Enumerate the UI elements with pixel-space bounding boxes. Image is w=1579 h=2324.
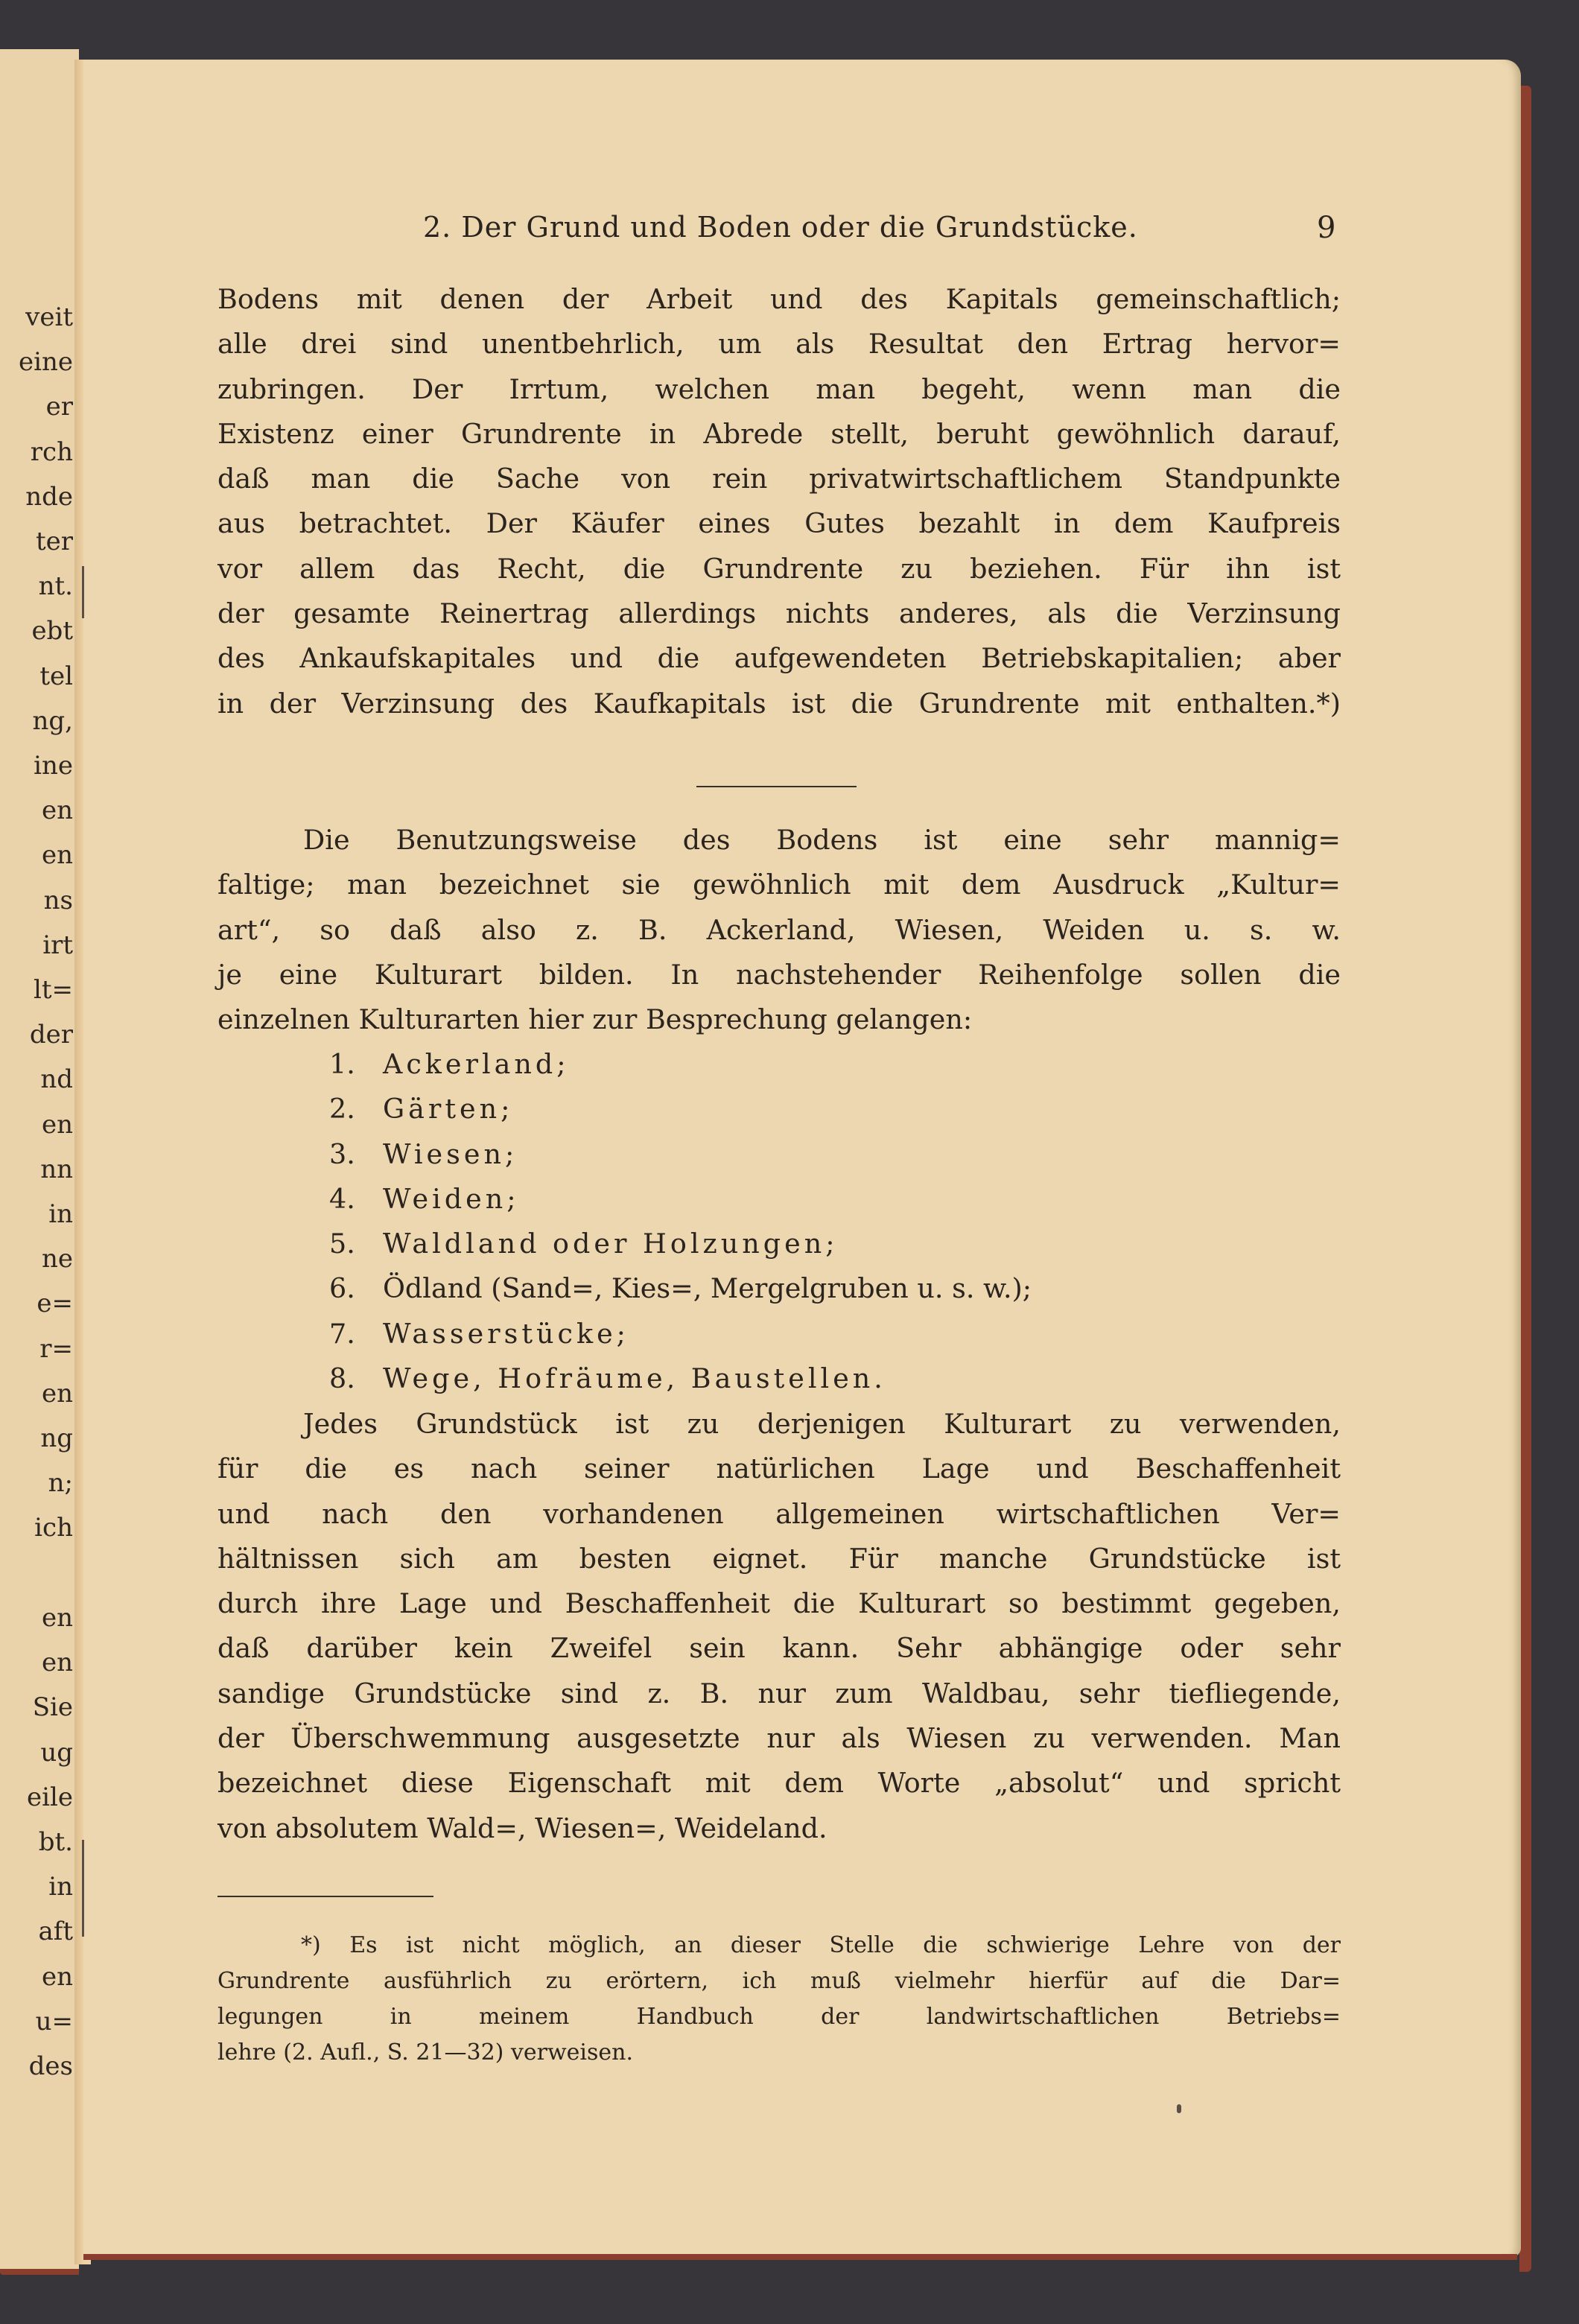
text-line: der gesamte Reinertrag allerdings nichts anderes, als die Verzinsung: [217, 597, 1341, 630]
running-title: 2. Der Grund und Boden oder die Grundstücke.: [423, 211, 1138, 244]
left-page-fragment: in: [48, 1199, 73, 1230]
left-page-fragment: eine: [18, 347, 73, 378]
list-number: 5.: [329, 1228, 355, 1260]
list-item: [329, 1042, 1032, 1087]
left-page-fragment: en: [41, 796, 73, 826]
left-page-fragment: n;: [48, 1468, 73, 1499]
list-item: [329, 1087, 1032, 1131]
text-line: daß darüber kein Zweifel sein kann. Sehr abhängige oder sehr: [217, 1632, 1341, 1665]
left-page-mark: [82, 566, 84, 618]
text-line: des Ankaufskapitales und die aufgewendeten Betriebskapitalien; aber: [217, 642, 1341, 675]
list-text: Gärten;: [383, 1093, 514, 1126]
text-line: in der Verzinsung des Kaufkapitals ist die Grundrente mit enthalten.*): [217, 687, 1341, 720]
text-line: und nach den vorhandenen allgemeinen wirtschaftlichen Ver=: [217, 1497, 1341, 1530]
footnote-line: legungen in meinem Handbuch der landwirtschaftlichen Betriebs=: [217, 2004, 1341, 2030]
text-line: daß man die Sache von rein privatwirtschaftlichem Standpunkte: [217, 463, 1341, 495]
text-line: faltige; man bezeichnet sie gewöhnlich mit dem Ausdruck „Kultur=: [217, 869, 1341, 901]
left-page-fragment: ine: [34, 751, 73, 781]
list-item: [329, 1132, 1032, 1177]
text-line: je eine Kulturart bilden. In nachstehender Reihenfolge sollen die: [217, 958, 1341, 991]
list-text: Ackerland;: [383, 1048, 570, 1080]
footnote: [217, 1928, 1341, 2071]
paragraph-1: [217, 277, 1341, 726]
paper-speck: [1177, 2104, 1181, 2113]
left-page-fragment: en: [41, 1961, 73, 1992]
list-number: 6.: [329, 1272, 355, 1305]
left-page-fragment: nde: [25, 481, 73, 512]
list-item: [329, 1356, 1032, 1401]
text-line: der Überschwemmung ausgesetzte nur als Wiesen zu verwenden. Man: [217, 1722, 1341, 1755]
list-text: Waldland oder Holzungen;: [383, 1228, 839, 1260]
footnote-line: Grundrente ausführlich zu erörtern, ich muß vielmehr hierfür auf die Dar=: [217, 1968, 1341, 1994]
text-line: einzelnen Kulturarten hier zur Besprechung gelangen:: [217, 1003, 973, 1036]
left-page-fragment: irt: [42, 930, 73, 960]
list-number: 7.: [329, 1317, 355, 1350]
paragraph-3: [217, 1402, 1341, 1851]
section-separator: [696, 786, 857, 787]
left-page-fragment: eile: [27, 1782, 73, 1812]
left-page-fragment: ns: [43, 885, 73, 915]
left-page-fragment: lt=: [33, 975, 73, 1006]
left-page-fragment: ug: [40, 1737, 73, 1768]
left-page-fragment: en: [41, 1648, 73, 1678]
book-cover-edge: [1519, 86, 1531, 2272]
list-number: 4.: [329, 1182, 355, 1215]
list-item: [329, 1312, 1032, 1356]
left-page-fragment: nn: [40, 1154, 73, 1184]
list-text: Wiesen;: [383, 1137, 518, 1170]
left-page-fragment: en: [41, 1602, 73, 1633]
left-page-fragment: der: [29, 1020, 73, 1050]
text-line: zubringen. Der Irrtum, welchen man begeht, wenn man die: [217, 372, 1341, 405]
text-line: für die es nach seiner natürlichen Lage und Beschaffenheit: [217, 1452, 1341, 1485]
paragraph-2: [217, 818, 1341, 1042]
text-line: sandige Grundstücke sind z. B. nur zum Waldbau, sehr tiefliegende,: [217, 1677, 1341, 1709]
left-page-fragment: des: [28, 2051, 73, 2081]
text-line: bezeichnet diese Eigenschaft mit dem Worte „absolut“ und spricht: [217, 1767, 1341, 1800]
left-page-fragment: bt.: [38, 1826, 73, 1857]
text-line: Jedes Grundstück ist zu derjenigen Kulturart zu verwenden,: [303, 1408, 1341, 1440]
left-page-fragment: ter: [35, 527, 73, 557]
list-text: Ödland (Sand=, Kies=, Mergelgruben u. s. w.);: [383, 1272, 1032, 1305]
text-line: aus betrachtet. Der Käufer eines Gutes bezahlt in dem Kaufpreis: [217, 507, 1341, 540]
kulturarten-list: [329, 1042, 1032, 1401]
text-line: art“, so daß also z. B. Ackerland, Wiesen, Weiden u. s. w.: [217, 913, 1341, 946]
left-page-mark: [82, 1840, 84, 1937]
left-page-fragment: e=: [36, 1289, 73, 1319]
footnote-line: *) Es ist nicht möglich, an dieser Stelle die schwierige Lehre von der: [301, 1932, 1341, 1958]
left-page-fragment: en: [41, 1109, 73, 1140]
left-page-fragment: nd: [40, 1064, 73, 1095]
left-page-fragment: ng,: [32, 705, 73, 736]
page-number: 9: [1317, 211, 1336, 245]
text-line: Bodens mit denen der Arbeit und des Kapitals gemeinschaftlich;: [217, 283, 1341, 315]
left-page-fragment: in: [48, 1872, 73, 1902]
left-page-fragment: en: [41, 840, 73, 871]
list-item: [329, 1266, 1032, 1311]
left-page-fragment: tel: [39, 661, 73, 691]
book-cover-bottom-edge: [83, 2254, 1517, 2260]
left-page-fragment: er: [45, 392, 73, 422]
left-page-fragment: ebt: [31, 616, 73, 647]
text-line: Existenz einer Grundrente in Abrede stellt, beruht gewöhnlich darauf,: [217, 417, 1341, 450]
left-page-fragment: en: [41, 1378, 73, 1409]
list-text: Wege, Hofräume, Baustellen.: [383, 1362, 886, 1395]
text-line: von absolutem Wald=, Wiesen=, Weideland.: [217, 1812, 827, 1844]
left-page-fragment: u=: [35, 2006, 73, 2036]
list-text: Wasserstücke;: [383, 1317, 629, 1350]
list-number: 2.: [329, 1093, 355, 1126]
left-page-fragment: [19, 1551, 73, 1596]
left-page-fragment: rch: [30, 436, 73, 467]
list-item: [329, 1222, 1032, 1266]
text-line: alle drei sind unentbehrlich, um als Resultat den Ertrag hervor=: [217, 328, 1341, 361]
left-page-fragment: ng: [40, 1423, 73, 1454]
footnote-rule: [217, 1896, 433, 1897]
list-number: 8.: [329, 1362, 355, 1395]
text-line: Die Benutzungsweise des Bodens ist eine sehr mannig=: [303, 824, 1341, 856]
left-page-fragment: aft: [38, 1917, 73, 1947]
left-page-fragment: ne: [41, 1244, 73, 1274]
list-text: Weiden;: [383, 1182, 520, 1215]
text-line: durch ihre Lage und Beschaffenheit die Kulturart so bestimmt gegeben,: [217, 1587, 1341, 1620]
text-line: vor allem das Recht, die Grundrente zu beziehen. Für ihn ist: [217, 552, 1341, 585]
left-page-edge: [0, 49, 79, 2275]
left-page-fragment: Sie: [32, 1692, 73, 1723]
left-page-fragment: ich: [34, 1513, 73, 1543]
footnote-line: lehre (2. Aufl., S. 21—32) verweisen.: [217, 2039, 633, 2066]
left-page-fragment: nt.: [38, 571, 73, 602]
left-page-fragments: [19, 295, 73, 2089]
list-number: 1.: [329, 1048, 355, 1080]
text-line: hältnissen sich am besten eignet. Für manche Grundstücke ist: [217, 1542, 1341, 1575]
list-item: [329, 1177, 1032, 1222]
left-page-fragment: veit: [25, 302, 73, 332]
list-number: 3.: [329, 1137, 355, 1170]
left-page-fragment: r=: [39, 1333, 73, 1364]
